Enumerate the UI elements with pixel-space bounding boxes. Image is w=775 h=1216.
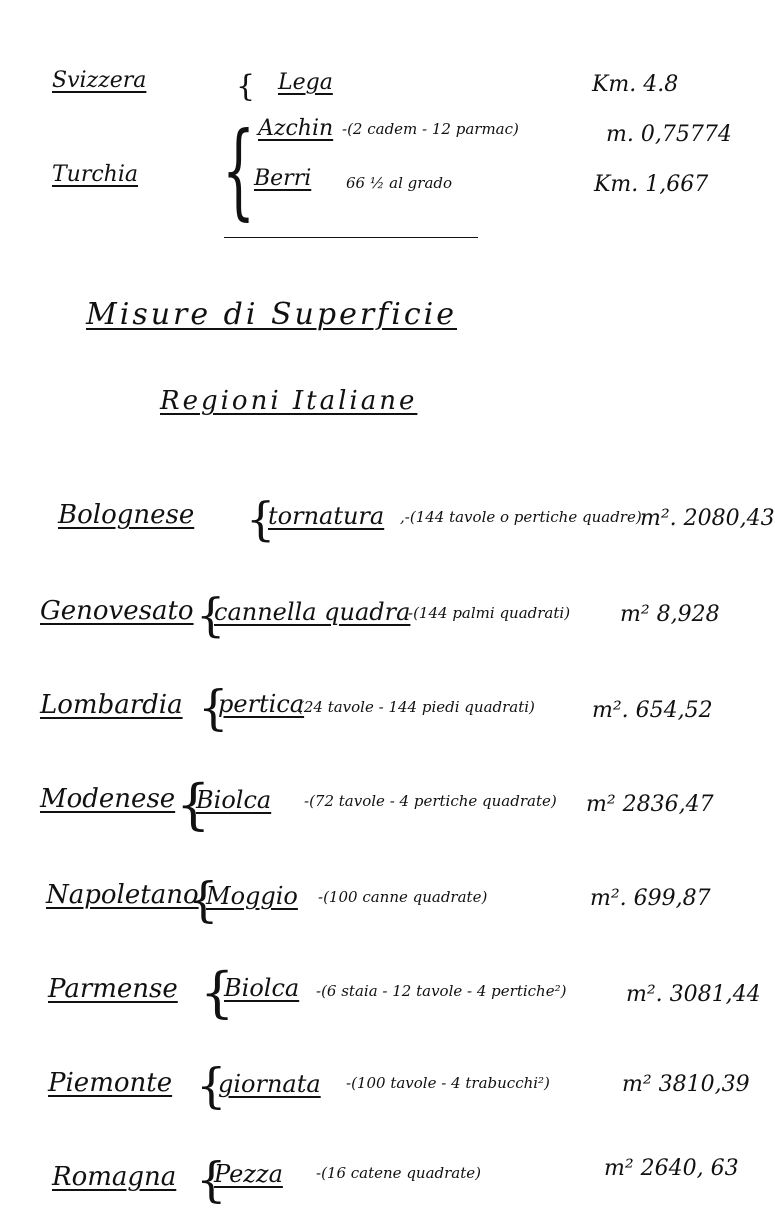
unit-description: -(100 tavole - 4 trabucchi²) <box>346 1074 550 1092</box>
region-name: Bolognese <box>58 500 195 530</box>
unit-name: cannella quadra <box>214 598 411 626</box>
unit-berri: Berri <box>254 166 312 191</box>
brace: { <box>246 492 276 546</box>
value-lega: Km. 4.8 <box>592 72 679 97</box>
brace: { <box>222 109 256 231</box>
desc-azchin: -(2 cadem - 12 parmac) <box>342 120 519 138</box>
area-value: m² 8,928 <box>620 602 720 627</box>
brace: { <box>196 1152 227 1208</box>
unit-name: Biolca <box>224 974 300 1002</box>
value-berri: Km. 1,667 <box>594 172 709 197</box>
unit-description: ,-(144 tavole o pertiche quadre) <box>400 508 642 526</box>
unit-name: Biolca <box>196 786 272 814</box>
unit-description: (24 tavole - 144 piedi quadrati) <box>298 698 535 716</box>
brace: { <box>200 961 235 1024</box>
area-value: m². 654,52 <box>592 698 713 723</box>
brace: { <box>196 588 226 642</box>
brace: { <box>188 872 219 928</box>
region-name: Romagna <box>52 1162 177 1192</box>
country-svizzera: Svizzera <box>52 68 147 93</box>
unit-description: -(6 staia - 12 tavole - 4 pertiche²) <box>316 982 567 1000</box>
page-subtitle: Regioni Italiane <box>160 386 418 416</box>
brace: { <box>198 680 229 736</box>
unit-lega: Lega <box>278 70 333 95</box>
area-value: m² 3810,39 <box>622 1072 750 1097</box>
area-value: m². 3081,44 <box>626 982 761 1007</box>
area-value: m². 699,87 <box>590 886 711 911</box>
value-azchin: m. 0,75774 <box>606 122 732 147</box>
region-name: Lombardia <box>40 690 183 720</box>
section-rule <box>224 237 478 238</box>
unit-name: Moggio <box>206 882 298 910</box>
unit-description: -(100 canne quadrate) <box>318 888 488 906</box>
area-value: m². 2080,43 <box>640 506 775 531</box>
unit-name: giornata <box>218 1070 321 1098</box>
region-name: Piemonte <box>48 1068 173 1098</box>
brace: { <box>176 773 211 836</box>
area-value: m² 2640, 63 <box>604 1156 739 1181</box>
region-name: Napoletano <box>46 880 199 910</box>
unit-description: -(16 catene quadrate) <box>316 1164 482 1182</box>
page-title: Misure di Superficie <box>86 297 458 332</box>
unit-description: -(144 palmi quadrati) <box>408 604 571 622</box>
unit-name: Pezza <box>214 1160 283 1188</box>
region-name: Parmense <box>48 974 178 1004</box>
brace: { <box>196 1058 227 1114</box>
country-turchia: Turchia <box>52 162 139 187</box>
area-value: m² 2836,47 <box>586 792 714 817</box>
region-name: Modenese <box>40 784 176 814</box>
unit-azchin: Azchin <box>258 116 334 141</box>
region-name: Genovesato <box>40 596 194 626</box>
unit-name: tornatura <box>268 502 385 530</box>
unit-name: pertica <box>218 690 305 718</box>
unit-description: -(72 tavole - 4 pertiche quadrate) <box>304 792 557 810</box>
desc-berri: 66 ½ al grado <box>346 174 453 192</box>
brace: { <box>236 69 256 104</box>
